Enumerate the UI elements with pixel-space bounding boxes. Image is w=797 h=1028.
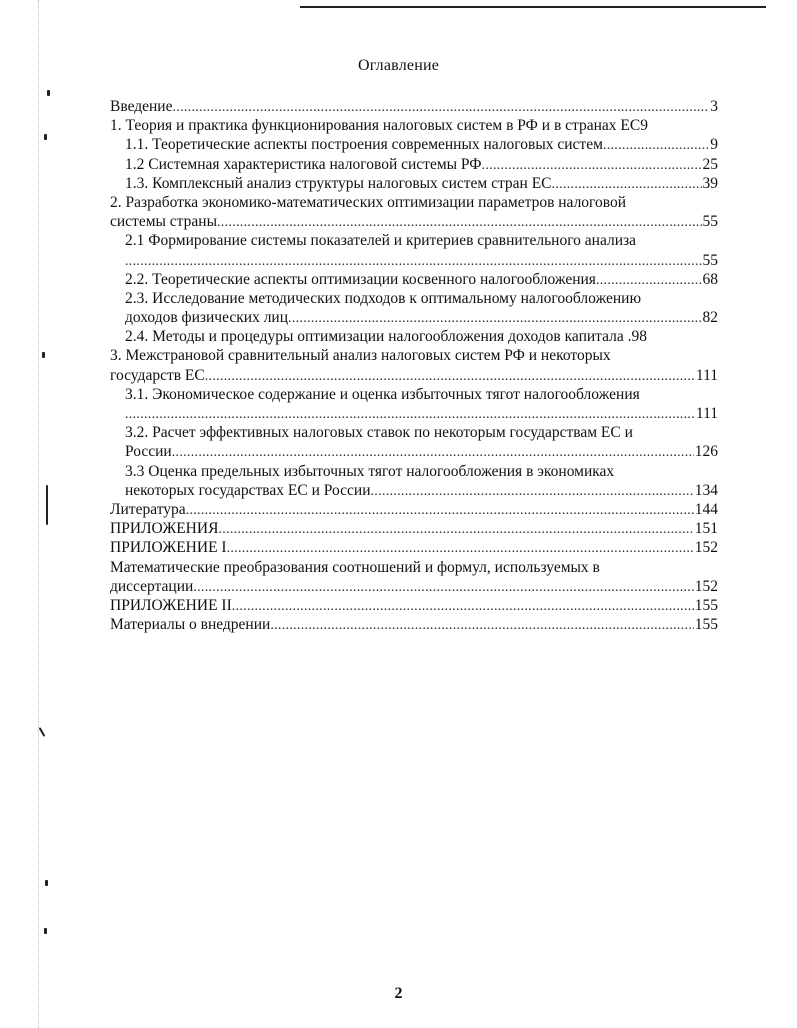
- toc-entry-text: системы страны: [110, 213, 217, 231]
- toc-entry: [110, 538, 718, 557]
- toc-entry: [110, 519, 718, 538]
- toc-entry-text: 3.2. Расчет эффективных налоговых ставок по некоторым государствам ЕС и: [125, 424, 633, 442]
- toc-entry-text: 2.1 Формирование системы показателей и критериев сравнительного анализа: [125, 232, 637, 250]
- toc-page-number: 152: [694, 577, 718, 595]
- toc-leader-dots: [205, 367, 695, 385]
- toc-leader-dots: [193, 578, 693, 596]
- toc-leader-dots: [482, 156, 702, 174]
- toc-entry: [110, 423, 718, 442]
- toc-entry: [110, 212, 718, 231]
- toc-entry-text: 2. Разработка экономико-математических оптимизации параметров налоговой: [110, 193, 627, 211]
- toc-leader-dots: [371, 482, 694, 500]
- toc-page-number: 3: [710, 98, 718, 115]
- toc-entry: [110, 346, 718, 365]
- scan-left-edge: [38, 0, 39, 1028]
- toc-entry-text: 2.2. Теоретические аспекты оптимизации косвенного налогообложения: [125, 270, 596, 288]
- toc-entry-text: ПРИЛОЖЕНИЯ: [110, 520, 219, 538]
- toc-entry: [110, 615, 718, 634]
- toc-entry-text: некоторых государствах ЕС и России: [125, 481, 371, 499]
- toc-entry-text: Введение: [110, 98, 173, 115]
- toc-entry-text: 2.4. Методы и процедуры оптимизации налогообложения доходов капитала .98: [125, 328, 648, 346]
- toc-entry: [110, 385, 718, 404]
- toc-leader-dots: [232, 597, 694, 615]
- toc-entry-text: Материалы о внедрении: [110, 616, 271, 634]
- page-number: 2: [394, 985, 403, 1002]
- toc-leader-dots: [217, 213, 702, 231]
- toc-entry-text: диссертации: [110, 577, 194, 595]
- scan-speck: [46, 485, 48, 525]
- toc-entry: [110, 577, 718, 596]
- toc-entry-text: 3.3 Оценка предельных избыточных тягот налогообложения в экономиках: [125, 462, 615, 480]
- toc-entry-text: 3.1. Экономическое содержание и оценка избыточных тягот налогообложения: [125, 385, 640, 403]
- toc-entry-text: государств ЕС: [110, 366, 205, 384]
- toc-entry-text: ПРИЛОЖЕНИЕ I: [110, 539, 227, 557]
- toc-leader-dots: [288, 309, 701, 327]
- toc-entry: [110, 558, 718, 577]
- toc-entry-text: 1.3. Комплексный анализ структуры налоговых систем стран ЕС: [125, 174, 552, 192]
- scan-speck: [39, 727, 46, 737]
- toc-entry: [110, 308, 718, 327]
- toc-entry: [110, 231, 718, 250]
- scan-speck: [44, 134, 47, 140]
- toc-leader-dots: [552, 175, 702, 193]
- toc-page-number: 82: [702, 309, 718, 327]
- scan-speck: [44, 928, 47, 934]
- toc-entry: [110, 251, 718, 270]
- toc-page-number: 25: [702, 155, 718, 173]
- toc-entry-text: Математические преобразования соотношений и формул, используемых в: [110, 558, 600, 576]
- toc-leader-dots: [603, 136, 709, 154]
- toc-page-number: 126: [694, 443, 718, 461]
- toc-entry-text: 1. Теория и практика функционирования налоговых систем в РФ и в странах ЕС9: [110, 117, 648, 135]
- scan-speck: [42, 352, 45, 358]
- toc-entry: [110, 481, 718, 500]
- toc-page-number: 111: [695, 405, 718, 422]
- toc-page-number: 134: [694, 481, 718, 499]
- toc-entry: [110, 193, 718, 212]
- toc-leader-dots: [172, 443, 694, 461]
- toc-page-number: 151: [694, 520, 718, 538]
- toc-entry: [110, 97, 718, 116]
- toc-entry: [110, 155, 718, 174]
- toc-page-number: 55: [702, 213, 718, 231]
- toc-page-number: 155: [694, 616, 718, 634]
- toc-entry: [110, 500, 718, 519]
- toc-entry: [110, 289, 718, 308]
- toc-leader-dots: [186, 501, 694, 519]
- toc-leader-dots: [125, 405, 695, 423]
- toc-entry: [110, 462, 718, 481]
- scan-top-rule: [300, 6, 766, 8]
- toc-entry-text: России: [125, 443, 172, 461]
- scan-speck: [45, 880, 48, 886]
- toc-entry-text: 1.2 Системная характеристика налоговой системы РФ: [125, 155, 482, 173]
- scan-speck: [47, 90, 50, 96]
- toc-entry: [110, 135, 718, 154]
- toc-leader-dots: [218, 520, 693, 538]
- toc-leader-dots: [227, 539, 694, 557]
- page-title: Оглавление: [357, 57, 440, 74]
- toc-page-number: 39: [702, 174, 718, 192]
- toc-entry-text: 3. Межстрановой сравнительный анализ налоговых систем РФ и некоторых: [110, 347, 611, 365]
- toc-entry-text: ПРИЛОЖЕНИЕ II: [110, 596, 232, 614]
- toc-page-number: 68: [702, 270, 718, 288]
- toc-entry-text: Литература: [110, 500, 186, 518]
- toc-entry: [110, 596, 718, 615]
- toc-page-number: 9: [710, 136, 718, 154]
- toc-entry: [110, 327, 718, 346]
- toc-entry-text: 2.3. Исследование методических подходов к оптимальному налогообложению: [125, 289, 642, 307]
- toc-entry-text: 1.1. Теоретические аспекты построения современных налоговых систем: [125, 136, 603, 154]
- toc-entry: [110, 174, 718, 193]
- toc-leader-dots: [172, 98, 709, 116]
- toc-entry: [110, 404, 718, 423]
- toc-page-number: 144: [694, 500, 718, 518]
- table-of-contents: [110, 97, 718, 634]
- toc-leader-dots: [270, 616, 693, 634]
- toc-entry: [110, 116, 718, 135]
- toc-entry: [110, 270, 718, 289]
- toc-entry: [110, 366, 718, 385]
- toc-entry: [110, 442, 718, 461]
- toc-page-number: 152: [694, 539, 718, 557]
- toc-leader-dots: [125, 252, 702, 270]
- toc-page-number: 155: [694, 596, 718, 614]
- toc-entry-text: доходов физических лиц: [125, 309, 289, 327]
- toc-leader-dots: [596, 271, 702, 289]
- toc-page-number: 55: [702, 251, 718, 269]
- toc-page-number: 111: [695, 366, 718, 384]
